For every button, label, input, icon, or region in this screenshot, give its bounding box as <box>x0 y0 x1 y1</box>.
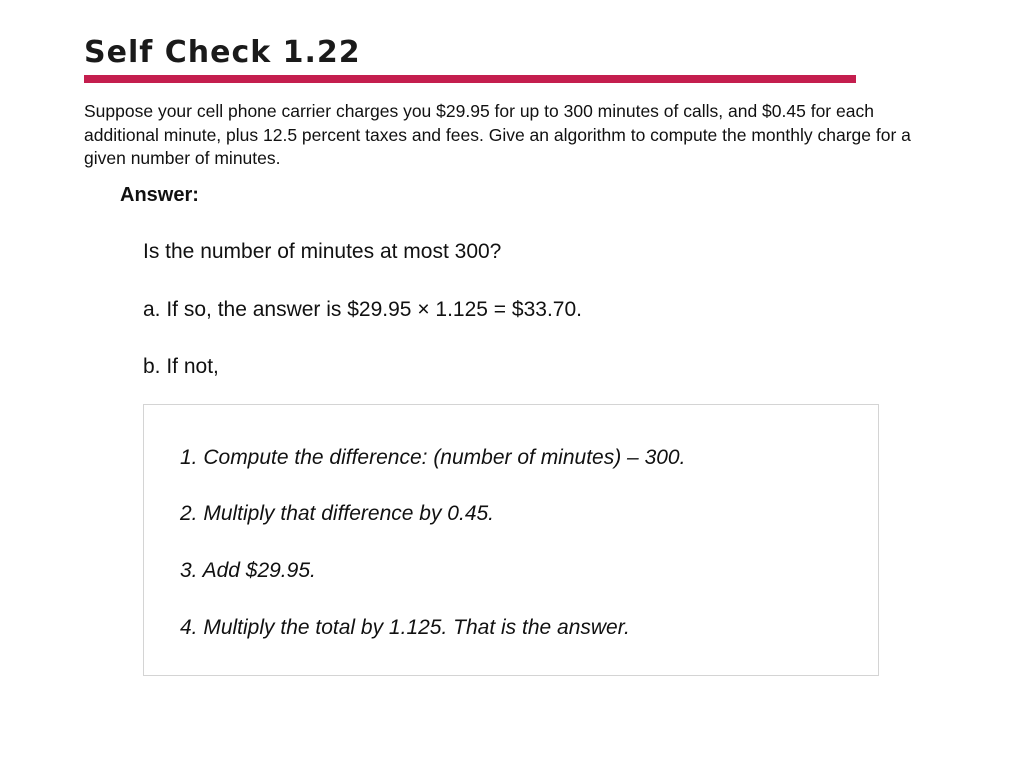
question-prompt: Suppose your cell phone carrier charges you $29.95 for up to 300 minutes of calls, and $0.45 for each additional minute, plus 12.5 percent taxes and fees. Give an algorithm to compute the monthly charge for a given number of minutes. <box>84 101 911 168</box>
answer-question: Is the number of minutes at most 300? <box>143 240 502 263</box>
algorithm-step: 3. Add $29.95. <box>180 559 316 582</box>
slide-title: Self Check 1.22 <box>84 35 361 70</box>
algorithm-step: 2. Multiply that difference by 0.45. <box>180 502 495 525</box>
answer-case-b: b. If not, <box>143 355 219 378</box>
answer-label: Answer: <box>120 184 199 206</box>
algorithm-box <box>143 404 879 676</box>
answer-case-a: a. If so, the answer is $29.95 × 1.125 = $33.70. <box>143 298 582 321</box>
algorithm-step: 4. Multiply the total by 1.125. That is the answer. <box>180 616 630 639</box>
title-underline <box>84 75 856 83</box>
algorithm-step: 1. Compute the difference: (number of minutes) – 300. <box>180 446 686 469</box>
